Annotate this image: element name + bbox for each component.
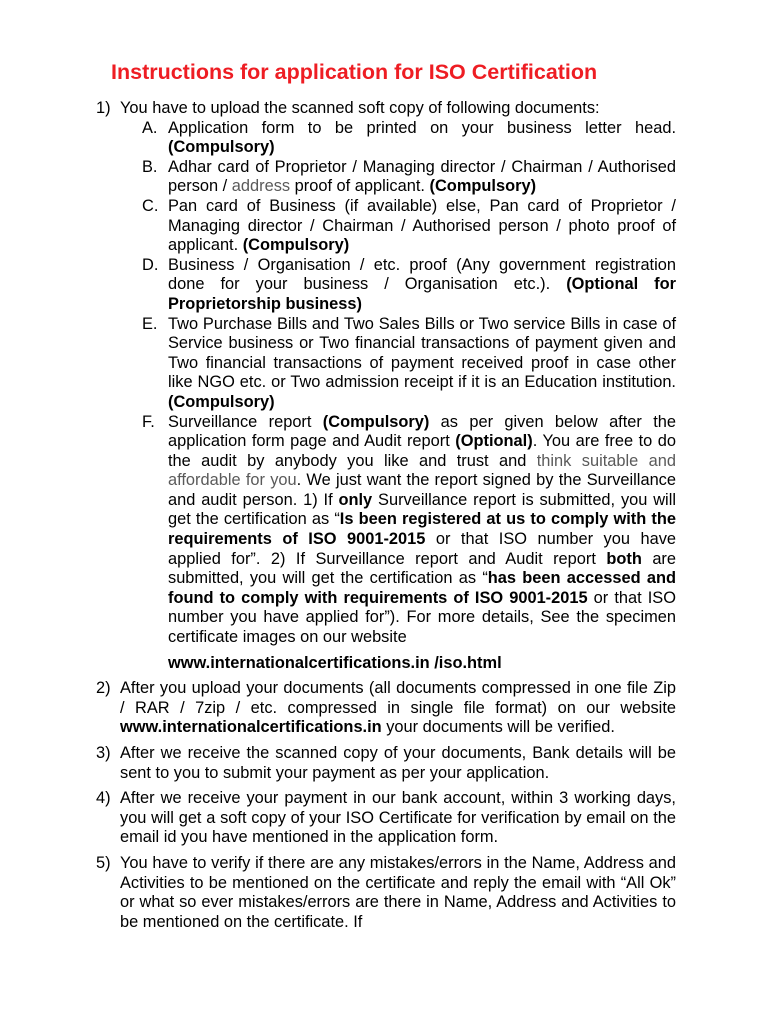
item-number: 1) — [96, 99, 111, 117]
sub-item-text: Pan card of Business (if available) else, Pan card of Proprietor / Managing director / Chairman / Authorised person / photo proof of applicant. (Compulsory) — [168, 196, 676, 255]
sub-item-letter: E. — [142, 314, 158, 333]
sub-item-d — [96, 256, 676, 315]
sub-item-f — [96, 413, 676, 648]
sub-item-text: Business / Organisation / etc. proof (Any government registration done for your business / Organisation etc.). (Optional for Proprietorship business) — [168, 255, 676, 313]
item-number: 2) — [96, 679, 111, 698]
item-text: You have to upload the scanned soft copy of following documents: — [120, 99, 600, 117]
list-item-5 — [96, 854, 676, 932]
list-item-4 — [96, 789, 676, 848]
sub-item-letter: F. — [142, 412, 155, 431]
sub-item-e — [96, 315, 676, 413]
list-item-1 — [96, 99, 676, 119]
item-text: After we receive the scanned copy of your documents, Bank details will be sent to you to submit your payment as per your application. — [120, 744, 676, 782]
sub-item-text: Two Purchase Bills and Two Sales Bills or Two service Bills in case of Service business or Two financial transactions of payment given and Two financial transactions of payment received proof in case other like NGO etc. or Two admission receipt if it is an Education institution. (Compulsory) — [168, 314, 676, 411]
sub-item-letter: D. — [142, 255, 159, 274]
item-text: You have to verify if there are any mistakes/errors in the Name, Address and Activities to be mentioned on the certificate and reply the email with “All Ok” or what so ever mistakes/errors are there in Name, Address and Activities to be mentioned on the certificate. If — [120, 853, 676, 931]
sub-item-text: Adhar card of Proprietor / Managing director / Chairman / Authorised person / address proof of applicant. (Compulsory) — [168, 157, 676, 196]
sub-item-letter: C. — [142, 196, 159, 215]
sub-item-b — [96, 158, 676, 197]
item-number: 3) — [96, 744, 111, 762]
document-title: Instructions for application for ISO Certification — [111, 60, 598, 84]
list-item-3 — [96, 744, 676, 783]
list-item-2 — [96, 679, 676, 738]
item-number: 4) — [96, 789, 111, 808]
sub-item-text: Application form to be printed on your business letter head. (Compulsory) — [168, 118, 676, 157]
sub-item-letter: A. — [142, 118, 158, 137]
website-link[interactable]: www.internationalcertifications.in /iso.html — [168, 653, 502, 672]
sub-item-c — [96, 197, 676, 256]
sub-item-letter: B. — [142, 157, 158, 176]
website-link[interactable]: www.internationalcertifications.in — [120, 718, 382, 737]
item-text: After you upload your documents (all documents compressed in one file Zip / RAR / 7zip / etc. compressed in single file format) on our website www.internationalcertifications.in your documents will be verified. — [120, 679, 676, 737]
item-number: 5) — [96, 853, 111, 872]
sub-item-text: Surveillance report (Compulsory) as per given below after the application form page and Audit report (Optional). You are free to do the audit by anybody you like and trust and think suitable and affordable for you. We just want the report signed by the Surveillance and audit person. 1) If only Surveillance report is submitted, you will get the certification as “Is been registered at us to comply with the requirements of ISO 9001-2015 or that ISO number you have applied for”. 2) If Surveillance report and Audit report both are submitted, you will get the certification as “has been accessed and found to comply with requirements of ISO 9001-2015 or that ISO number you have applied for”). For more details, See the specimen certificate images on our website — [168, 412, 677, 647]
instructions-list — [96, 99, 676, 932]
sub-item-a — [96, 119, 676, 158]
item-text: After we receive your payment in our bank account, within 3 working days, you will get a soft copy of your ISO Certificate for verification by email on the email id you have mentioned in the application form. — [120, 789, 676, 847]
